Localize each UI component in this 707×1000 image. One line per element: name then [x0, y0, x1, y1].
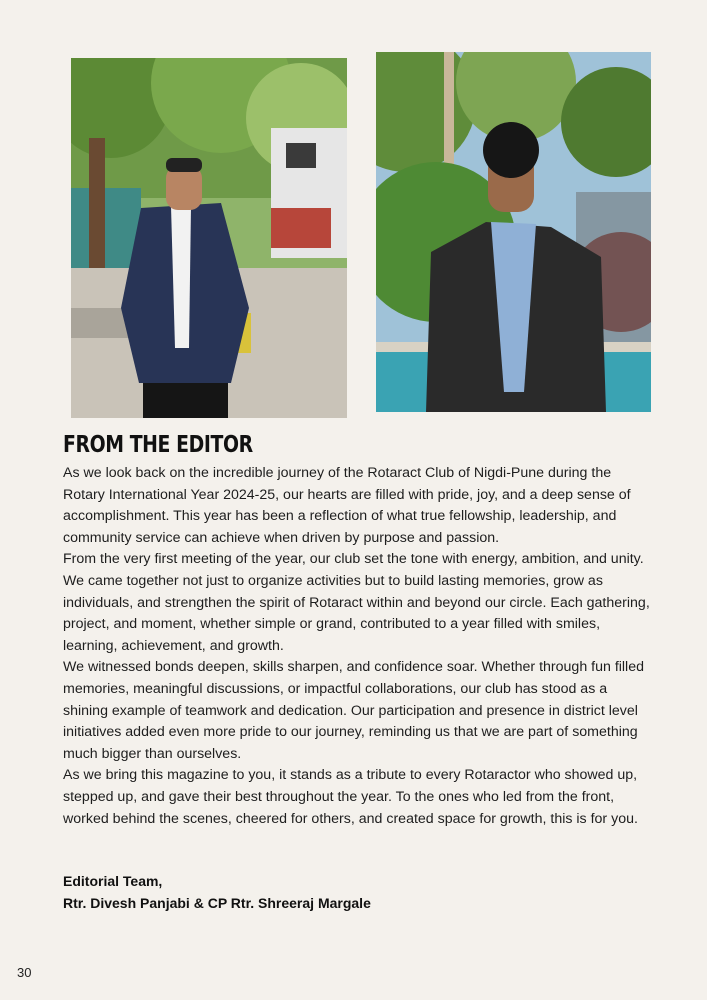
- signature-block: [63, 871, 653, 914]
- editor-photo-right: [376, 52, 651, 412]
- photo-left-illustration: [71, 58, 347, 418]
- article-paragraph: As we bring this magazine to you, it stands as a tribute to every Rotaractor who showed up, stepped up, and gave their best throughout the year. To the ones who led from the front, worked behind the scenes, cheered for others, and created space for growth, this is for you.: [63, 767, 638, 827]
- article-body: [63, 463, 653, 830]
- signature-team: Editorial Team,: [63, 873, 163, 889]
- article-title: FROM THE EDITOR: [63, 432, 253, 458]
- page-number: 30: [17, 965, 32, 980]
- signature-names: Rtr. Divesh Panjabi & CP Rtr. Shreeraj Margale: [63, 894, 371, 911]
- article-paragraph: From the very first meeting of the year, our club set the tone with energy, ambition, and unity. We came together not just to organize activities but to build lasting memories, grow as individuals, and strengthen the spirit of Rotaract within and beyond our circle. Each gathering, project, and moment, whether simple or grand, contributed to a year filled with smiles, learning, achievement, and growth.: [63, 551, 650, 654]
- photo-right-illustration: [376, 52, 651, 412]
- editor-photo-left: [71, 58, 347, 418]
- article-paragraph: As we look back on the incredible journey of the Rotaract Club of Nigdi-Pune during the Rotary International Year 2024-25, our hearts are filled with pride, joy, and a deep sense of accomplishment. This year has been a reflection of what true fellowship, leadership, and community service can achieve when driven by purpose and passion.: [63, 465, 631, 546]
- article-paragraph: We witnessed bonds deepen, skills sharpen, and confidence soar. Whether through fun filled memories, meaningful discussions, or impactful collaborations, our club has stood as a shining example of teamwork and dedication. Our participation and presence in district level initiatives added even more pride to our journey, reminding us that we are part of something much bigger than ourselves.: [63, 659, 644, 762]
